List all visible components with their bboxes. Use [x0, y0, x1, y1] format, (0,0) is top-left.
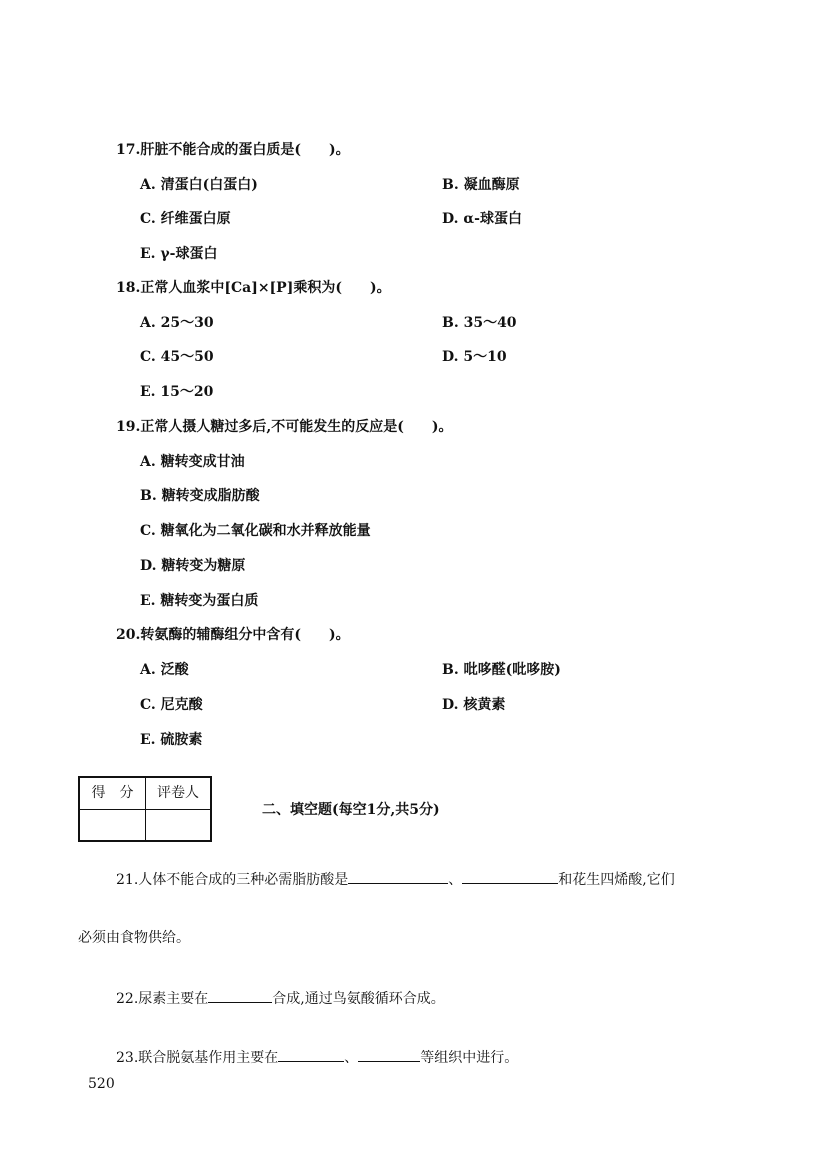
question-17-option-d: D. α-球蛋白: [442, 211, 522, 227]
question-21: [116, 869, 675, 890]
question-20-stem: 20.转氨酶的辅酶组分中含有( )。: [116, 627, 350, 643]
score-cell: [80, 810, 146, 840]
question-18-option-c: C. 45～50: [140, 349, 214, 365]
grader-cell: [146, 810, 210, 840]
question-18-option-b: B. 35～40: [442, 315, 517, 331]
question-17-option-c: C. 纤维蛋白原: [140, 211, 231, 227]
question-23: [116, 1047, 518, 1068]
grader-header: 评卷人: [146, 778, 210, 810]
question-20-option-d: D. 核黄素: [442, 697, 506, 713]
question-23-separator: 、: [344, 1050, 359, 1066]
question-21-separator: 、: [448, 872, 463, 888]
question-23-text-1: 23.联合脱氨基作用主要在: [116, 1050, 279, 1066]
question-17-option-e: E. γ-球蛋白: [140, 246, 218, 262]
question-17-option-b: B. 凝血酶原: [442, 177, 520, 193]
question-17-stem: 17.肝脏不能合成的蛋白质是( )。: [116, 142, 350, 158]
question-22: [116, 988, 445, 1009]
question-17-option-a: A. 清蛋白(白蛋白): [140, 177, 258, 193]
score-header: 得 分: [80, 778, 146, 810]
page-number: 520: [88, 1076, 115, 1092]
question-23-text-2: 等组织中进行。: [420, 1050, 519, 1066]
question-19-option-d: D. 糖转变为糖原: [140, 558, 246, 574]
question-21-text-2: 和花生四烯酸,它们: [558, 872, 675, 888]
question-20-option-c: C. 尼克酸: [140, 697, 203, 713]
score-table: [78, 776, 212, 842]
question-18-option-d: D. 5～10: [442, 349, 507, 365]
question-19-option-c: C. 糖氧化为二氧化碳和水并释放能量: [140, 523, 371, 539]
answer-blank-21-2[interactable]: [462, 869, 558, 884]
question-21-continuation: 必须由食物供给。: [78, 930, 190, 946]
section-title: 二、填空题(每空1分,共5分): [262, 802, 440, 818]
question-18-stem: 18.正常人血浆中[Ca]×[P]乘积为( )。: [116, 280, 391, 296]
answer-blank-23-1[interactable]: [278, 1047, 344, 1062]
question-21-text-1: 21.人体不能合成的三种必需脂肪酸是: [116, 872, 349, 888]
question-18-option-e: E. 15～20: [140, 384, 214, 400]
question-19-stem: 19.正常人摄人糖过多后,不可能发生的反应是( )。: [116, 419, 453, 435]
question-20-option-b: B. 吡哆醛(吡哆胺): [442, 662, 561, 678]
answer-blank-23-2[interactable]: [358, 1047, 420, 1062]
question-22-text-1: 22.尿素主要在: [116, 991, 209, 1007]
question-22-text-2: 合成,通过鸟氨酸循环合成。: [272, 991, 445, 1007]
answer-blank-21-1[interactable]: [348, 869, 448, 884]
question-19-option-a: A. 糖转变成甘油: [140, 454, 245, 470]
question-19-option-e: E. 糖转变为蛋白质: [140, 593, 259, 609]
answer-blank-22[interactable]: [208, 988, 272, 1003]
question-20-option-e: E. 硫胺素: [140, 732, 203, 748]
question-18-option-a: A. 25～30: [140, 315, 214, 331]
question-19-option-b: B. 糖转变成脂肪酸: [140, 488, 260, 504]
question-20-option-a: A. 泛酸: [140, 662, 189, 678]
